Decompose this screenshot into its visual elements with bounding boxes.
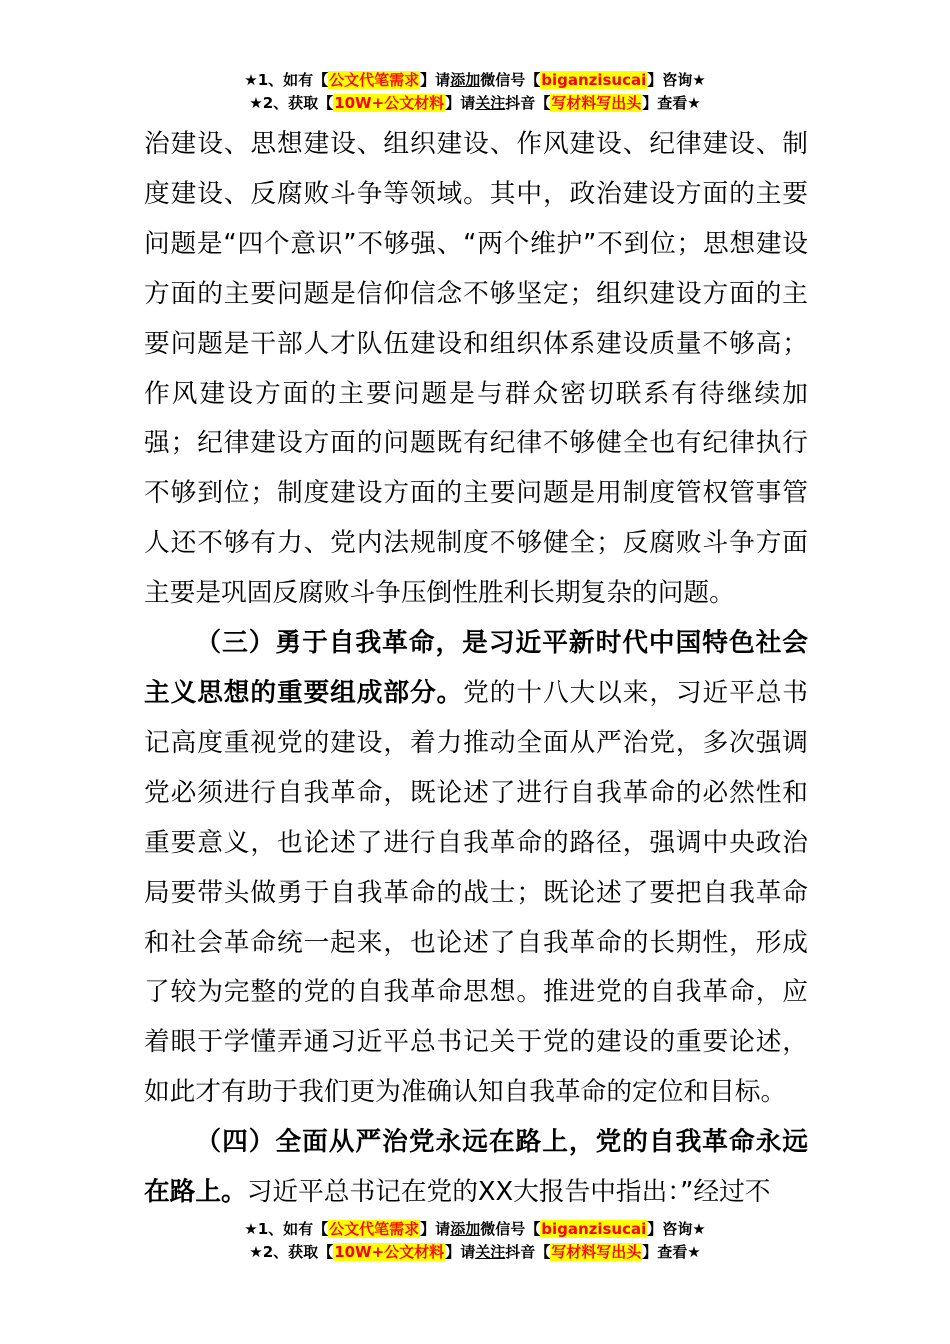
promo-text: ★2、获取【 — [249, 1243, 334, 1261]
promo-line-2 — [0, 1241, 950, 1264]
section-heading: （四）全面从严治党永远在路上，党的自我革命永远在路上。 — [144, 1127, 808, 1208]
promo-text: ★1、如有【 — [244, 1220, 329, 1238]
promo-highlight: 10W+公文材料 — [334, 94, 445, 112]
promo-text: 】咨询★ — [647, 1220, 706, 1238]
promo-text: 】请 — [420, 71, 451, 89]
promo-underline: 添加 — [450, 1220, 481, 1238]
section-heading: （三）勇于自我革命，是习近平新时代中国特色社会主义思想的重要组成部分。 — [144, 628, 808, 708]
promo-banner-bottom — [0, 1218, 950, 1264]
promo-text: ★1、如有【 — [244, 71, 329, 89]
promo-text: 】请 — [445, 1243, 476, 1261]
promo-text: 抖音【 — [505, 94, 551, 112]
promo-line-1 — [0, 1218, 950, 1241]
promo-line-2 — [0, 92, 950, 115]
paragraph-section-4 — [144, 1118, 808, 1218]
promo-highlight: 公文代笔需求 — [329, 1220, 420, 1238]
paragraph-continuation: 治建设、思想建设、组织建设、作风建设、纪律建设、制度建设、反腐败斗争等领域。其中，政治建设方面的主要问题是“四个意识”不够强、“两个维护”不到位；思想建设方面的主要问题是信仰信念不够坚定；组织建设方面的主要问题是干部人才队伍建设和组织体系建设质量不够高；作风建设方面的主要问题是与群众密切联系有待继续加强；纪律建设方面的问题既有纪律不够健全也有纪律执行不够到位；制度建设方面的主要问题是用制度管权管事管人还不够有力、党内法规制度不够健全；反腐败斗争方面主要是巩固反腐败斗争压倒性胜利长期复杂的问题。 — [144, 129, 808, 609]
promo-text: 】请 — [420, 1220, 451, 1238]
promo-text: 】查看★ — [642, 94, 701, 112]
promo-highlight: 10W+公文材料 — [334, 1243, 445, 1261]
promo-highlight: biganzisucai — [541, 71, 647, 89]
promo-text: 】查看★ — [642, 1243, 701, 1261]
promo-underline: 关注 — [475, 1243, 506, 1261]
promo-text: 】请 — [445, 94, 476, 112]
promo-text: 】咨询★ — [647, 71, 706, 89]
promo-highlight: 写材料写出头 — [551, 1243, 642, 1261]
promo-underline: 添加 — [450, 71, 481, 89]
section-text: 习近平总书记在党的XX大报告中指出：”经过不 — [246, 1177, 771, 1208]
promo-underline: 关注 — [475, 94, 506, 112]
promo-highlight: biganzisucai — [541, 1220, 647, 1238]
promo-text: ★2、获取【 — [249, 94, 334, 112]
promo-banner-top — [0, 69, 950, 115]
promo-highlight: 公文代笔需求 — [329, 71, 420, 89]
paragraph-section-3 — [144, 619, 808, 1118]
promo-text: 微信号【 — [480, 1220, 541, 1238]
promo-text: 抖音【 — [505, 1243, 551, 1261]
promo-line-1 — [0, 69, 950, 92]
section-text: 党的十八大以来，习近平总书记高度重视党的建设，着力推动全面从严治党，多次强调党必须进行自我革命，既论述了进行自我革命的必然性和重要意义，也论述了进行自我革命的路径，强调中央政治局要带头做勇于自我革命的战士；既论述了要把自我革命和社会革命统一起来，也论述了自我革命的长期性，形成了较为完整的党的自我革命思想。推进党的自我革命，应着眼于学懂弄通习近平总书记关于党的建设的重要论述，如此才有助于我们更为准确认知自我革命的定位和目标。 — [144, 677, 808, 1108]
promo-highlight: 写材料写出头 — [551, 94, 642, 112]
document-body — [144, 120, 808, 1218]
promo-text: 微信号【 — [480, 71, 541, 89]
